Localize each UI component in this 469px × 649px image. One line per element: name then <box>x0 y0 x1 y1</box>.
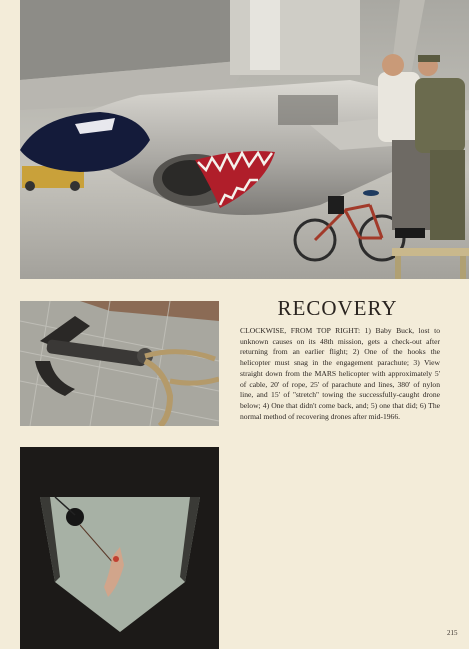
engagement-hook-photo <box>20 301 219 426</box>
aerial-illustration <box>20 447 219 649</box>
helicopter-view-down-photo <box>20 447 219 649</box>
drone-checkout-illustration <box>20 0 469 279</box>
page-title: RECOVERY <box>277 296 398 320</box>
photo-caption: CLOCKWISE, FROM TOP RIGHT: 1) Baby Buck, lost to unknown causes on its 48th mission, gets a check-out after returning from an earlier flight; 2) One of the hooks the helicopter must snag in the engagement parachute; 3) View straight down from the MARS helicopter with approximately 5' of cable, 20' of rope, 25' of parachute and lines, 380' of nylon line, and 15' of ''stretch'' towing the successfully-caught drone below; 4) One that didn't come back, and; 5) one that did; 6) The normal method of recovering drones after mid-1966. <box>240 326 440 421</box>
drone-checkout-photo <box>20 0 469 279</box>
page-number: 215 <box>447 629 458 637</box>
hook-illustration <box>20 301 219 426</box>
